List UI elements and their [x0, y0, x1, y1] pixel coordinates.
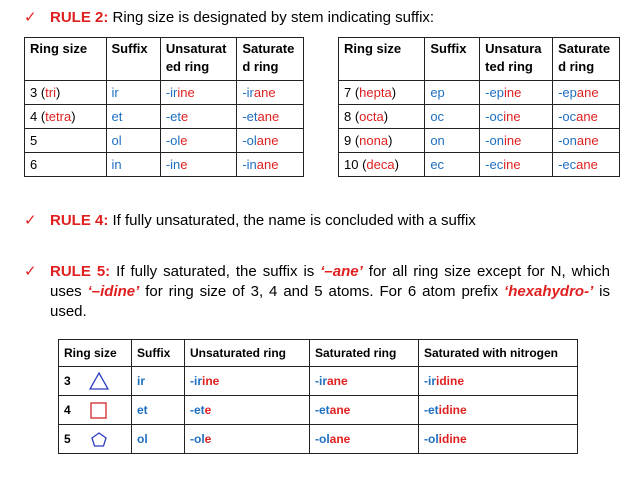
- rule-5-paragraph: RULE 5: If fully saturated, the suffix is ‘–ane’ for all ring size except for N, which uses ‘–idine’ for ring size of 3, 4 and 5 atoms. For 6 atom prefix ‘hexahydro-’ is used.: [50, 263, 610, 320]
- suffix-ane: ‘–ane’: [320, 263, 363, 280]
- saturated-cell: -etane: [310, 396, 419, 425]
- suffix-cell: in: [106, 153, 160, 177]
- saturated-nitrogen-cell: -iridine: [419, 367, 578, 396]
- ring-size-cell: 9 (nona): [339, 129, 425, 153]
- suffix-cell: ir: [132, 367, 185, 396]
- rule-4: [24, 211, 476, 231]
- suffix-cell: ol: [106, 129, 160, 153]
- suffix-cell: ec: [425, 153, 480, 177]
- unsaturated-cell: -irine: [160, 81, 237, 105]
- header-ring-size: Ring size: [59, 340, 132, 367]
- header-suffix: Suffix: [132, 340, 185, 367]
- suffix-cell: ep: [425, 81, 480, 105]
- unsaturated-cell: -onine: [480, 129, 553, 153]
- suffix-cell: ol: [132, 425, 185, 454]
- header-saturated: Saturate d ring: [553, 38, 620, 81]
- suffix-idine: ‘–idine’: [87, 283, 140, 300]
- table-row: [59, 367, 578, 396]
- check-icon: ✓: [24, 212, 37, 229]
- check-icon: ✓: [24, 9, 37, 26]
- table-row: [25, 153, 304, 177]
- saturated-cell: -epane: [553, 81, 620, 105]
- ring-size-cell: 5: [25, 129, 107, 153]
- rule-4-label: RULE 4:: [50, 212, 109, 229]
- suffix-cell: on: [425, 129, 480, 153]
- table-row: [25, 129, 304, 153]
- saturated-cell: -olane: [237, 129, 304, 153]
- unsaturated-cell: -ecine: [480, 153, 553, 177]
- ring-size-cell: 8 (octa): [339, 105, 425, 129]
- ring-size-cell: 3 (tri): [25, 81, 107, 105]
- table-header-row: [339, 38, 620, 81]
- header-ring-size: Ring size: [339, 38, 425, 81]
- saturated-nitrogen-cell: -olidine: [419, 425, 578, 454]
- saturated-cell: -onane: [553, 129, 620, 153]
- ring-size-cell: 7 (hepta): [339, 81, 425, 105]
- header-unsaturated: Unsaturated ring: [185, 340, 310, 367]
- ring-size-table-right: [338, 37, 620, 177]
- header-suffix: Suffix: [106, 38, 160, 81]
- nitrogen-ring-table: [58, 339, 578, 454]
- unsaturated-cell: -ete: [160, 105, 237, 129]
- square-icon: [89, 401, 109, 419]
- rule-2-label: RULE 2:: [50, 9, 109, 26]
- table-header-row: [59, 340, 578, 367]
- header-ring-size: Ring size: [25, 38, 107, 81]
- table-row: [339, 105, 620, 129]
- table-row: [25, 105, 304, 129]
- saturated-cell: -olane: [310, 425, 419, 454]
- saturated-cell: -ecane: [553, 153, 620, 177]
- prefix-hexahydro: ‘hexahydro-’: [504, 283, 594, 300]
- rule-5: [24, 262, 610, 322]
- unsaturated-cell: -ole: [160, 129, 237, 153]
- rule-2: [24, 8, 434, 28]
- unsaturated-cell: -ocine: [480, 105, 553, 129]
- rule-5-label: RULE 5:: [50, 263, 111, 280]
- table-row: [25, 81, 304, 105]
- unsaturated-cell: -epine: [480, 81, 553, 105]
- unsaturated-cell: -ine: [160, 153, 237, 177]
- table-row: [339, 129, 620, 153]
- table-row: [59, 425, 578, 454]
- saturated-cell: -etane: [237, 105, 304, 129]
- ring-size-cell: 5: [59, 425, 132, 454]
- suffix-cell: et: [106, 105, 160, 129]
- ring-size-cell: 3: [59, 367, 132, 396]
- saturated-cell: -ocane: [553, 105, 620, 129]
- saturated-cell: -irane: [237, 81, 304, 105]
- header-unsaturated: Unsaturat ed ring: [160, 38, 237, 81]
- ring-size-cell: 4: [59, 396, 132, 425]
- saturated-nitrogen-cell: -etidine: [419, 396, 578, 425]
- saturated-cell: -irane: [310, 367, 419, 396]
- suffix-cell: et: [132, 396, 185, 425]
- table-row: [339, 81, 620, 105]
- table-header-row: [25, 38, 304, 81]
- suffix-cell: ir: [106, 81, 160, 105]
- table-row: [339, 153, 620, 177]
- header-saturated: Saturated ring: [310, 340, 419, 367]
- rule-2-text: Ring size is designated by stem indicating suffix:: [108, 9, 435, 26]
- ring-size-table-left: [24, 37, 304, 177]
- header-saturated: Saturate d ring: [237, 38, 304, 81]
- pentagon-icon: [89, 430, 109, 448]
- suffix-cell: oc: [425, 105, 480, 129]
- table-row: [59, 396, 578, 425]
- ring-size-cell: 4 (tetra): [25, 105, 107, 129]
- check-icon: ✓: [24, 263, 37, 280]
- rule-4-text: If fully unsaturated, the name is concluded with a suffix: [108, 212, 476, 229]
- saturated-cell: -inane: [237, 153, 304, 177]
- ring-size-cell: 6: [25, 153, 107, 177]
- header-unsaturated: Unsatura ted ring: [480, 38, 553, 81]
- header-suffix: Suffix: [425, 38, 480, 81]
- unsaturated-cell: -irine: [185, 367, 310, 396]
- triangle-icon: [89, 372, 109, 390]
- header-saturated-nitrogen: Saturated with nitrogen: [419, 340, 578, 367]
- ring-size-cell: 10 (deca): [339, 153, 425, 177]
- unsaturated-cell: -ete: [185, 396, 310, 425]
- unsaturated-cell: -ole: [185, 425, 310, 454]
